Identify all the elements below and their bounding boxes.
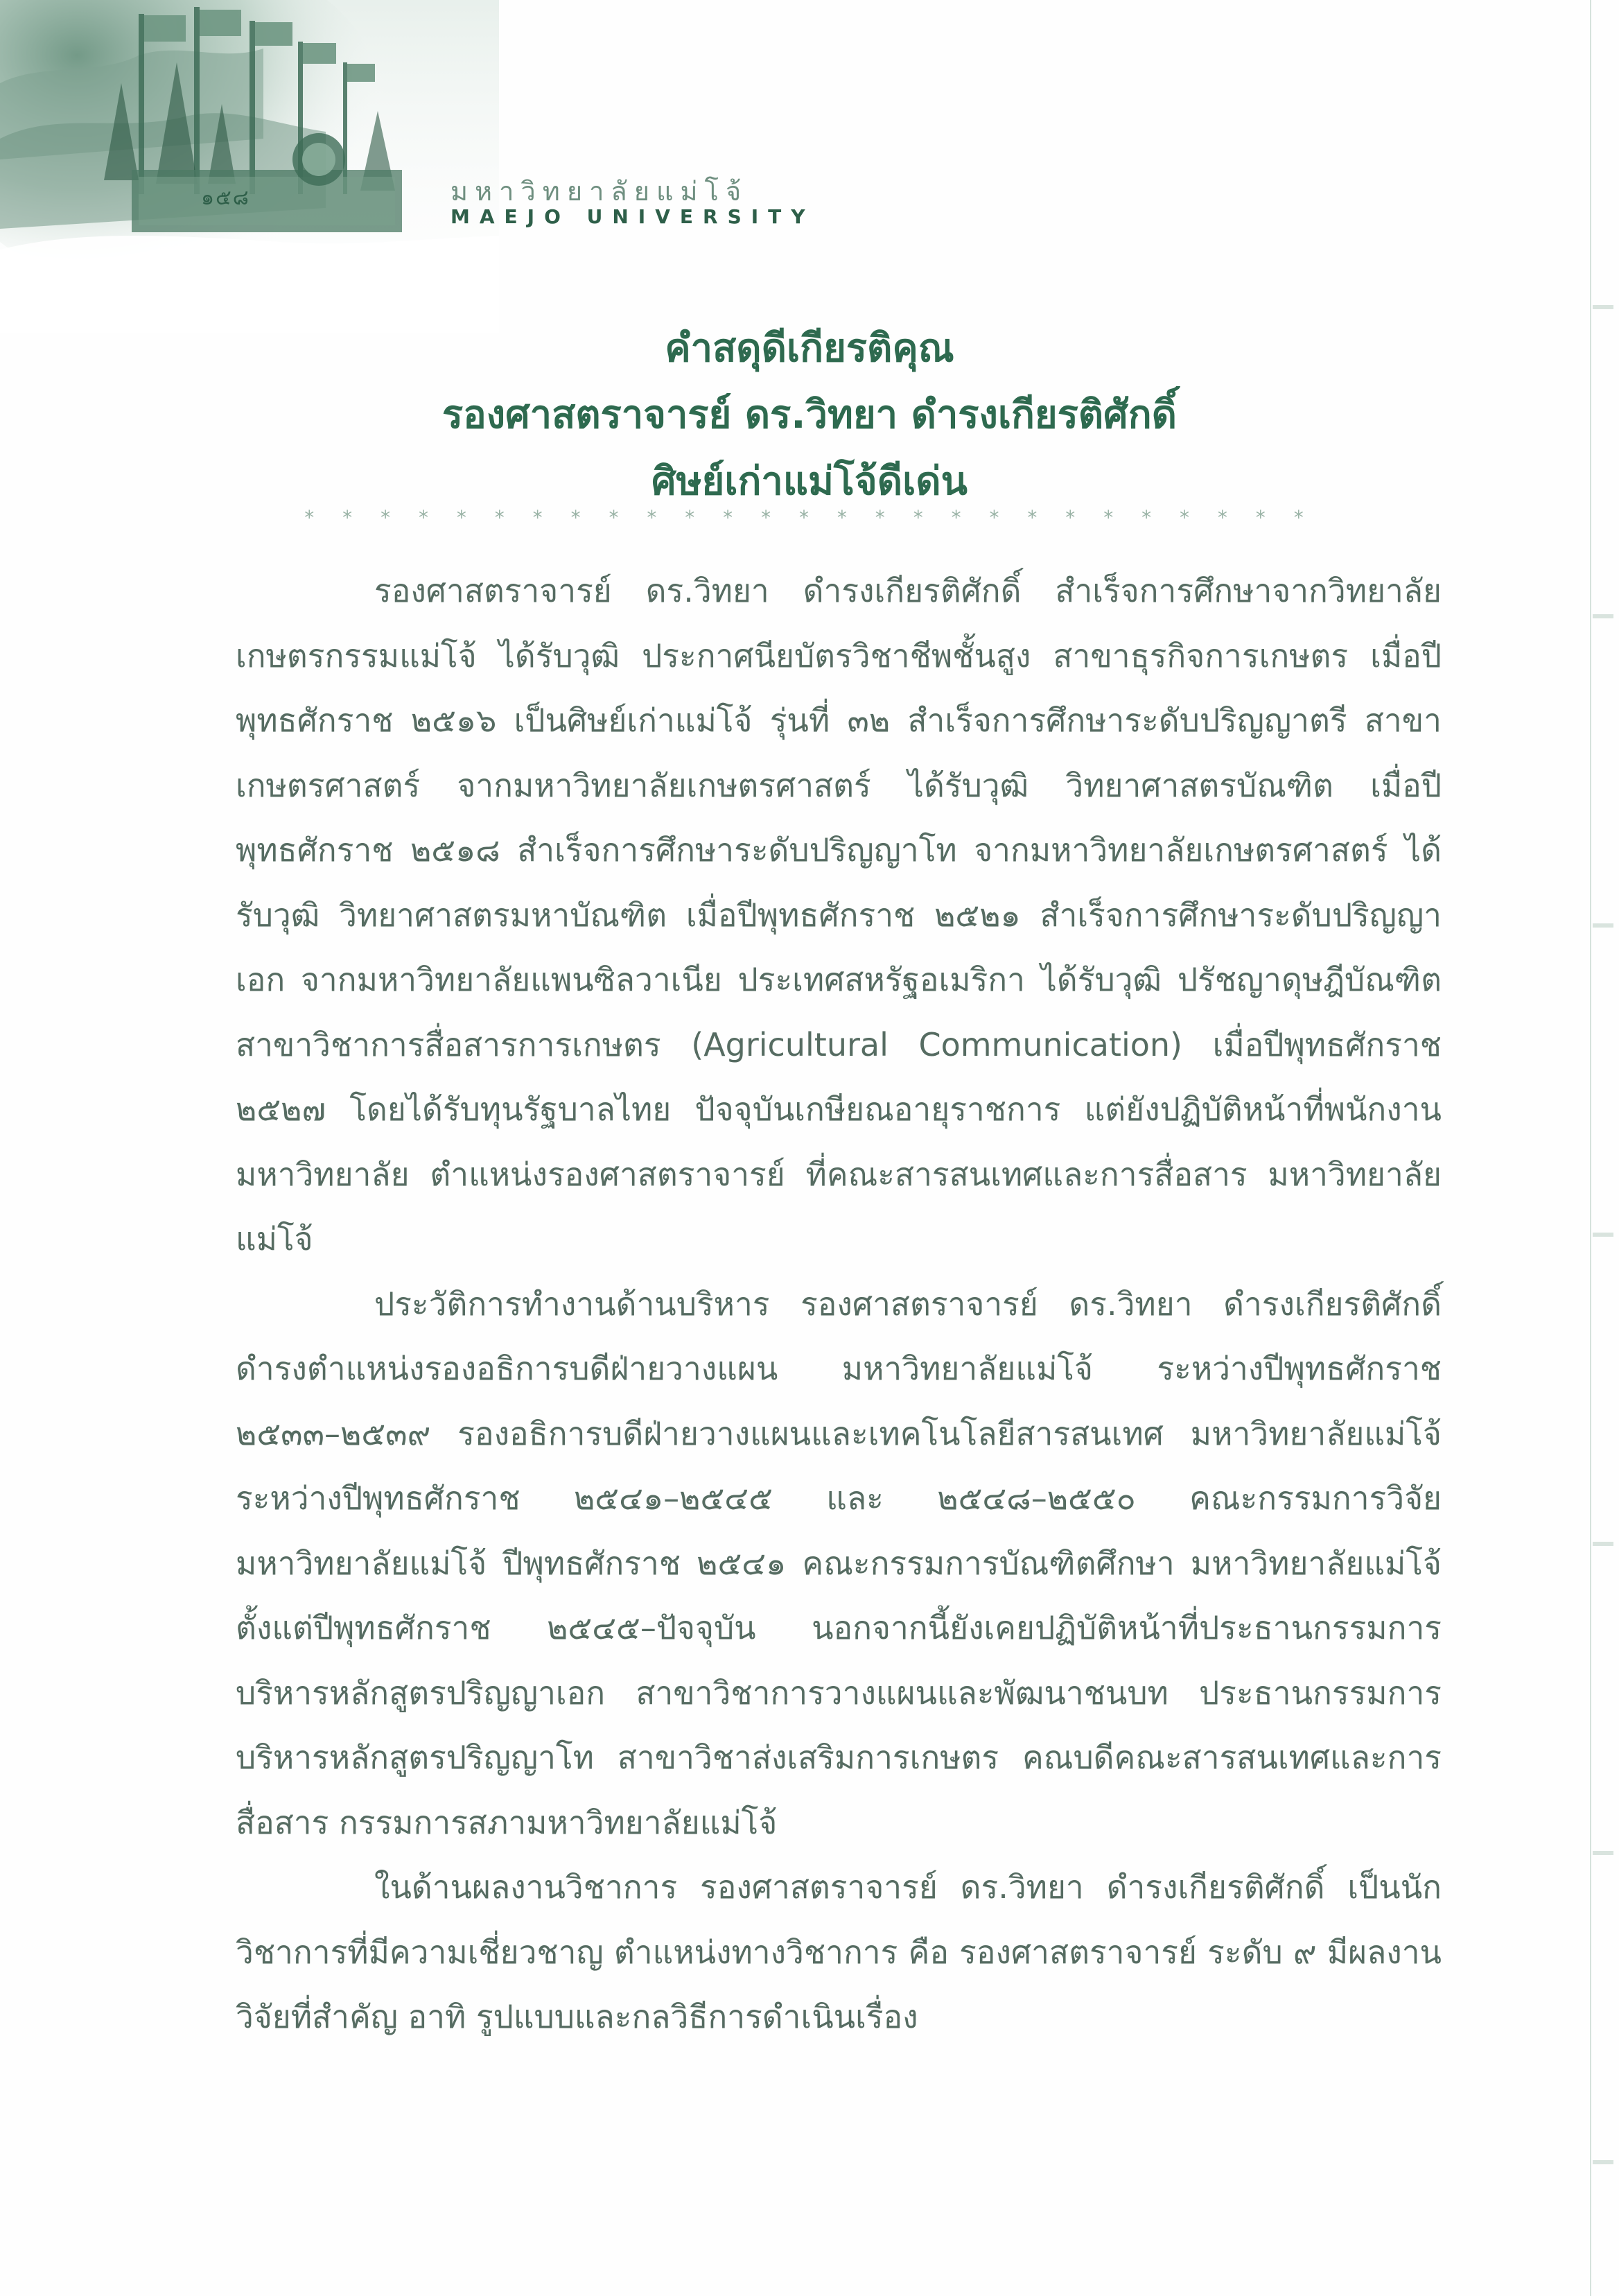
document-title	[0, 315, 1619, 515]
university-name-english: MAEJO UNIVERSITY	[450, 205, 815, 228]
paragraph-administration: ประวัติการทำงานด้านบริหาร รองศาสตราจารย์ ดร.วิทยา ดำรงเกียรติศักดิ์ ดำรงตำแหน่งรองอธิการบดีฝ่ายวางแผน มหาวิทยาลัยแม่โจ้ ระหว่างปีพุทธศักราช ๒๕๓๓–๒๕๓๙ รองอธิการบดีฝ่ายวางแผนและเทคโนโลยีสารสนเทศ มหาวิทยาลัยแม่โจ้ ระหว่างปีพุทธศักราช ๒๕๔๑–๒๕๔๕ และ ๒๕๔๘–๒๕๕๐ คณะกรรมการวิจัย มหาวิทยาลัยแม่โจ้ ปีพุทธศักราช ๒๕๔๑ คณะกรรมการบัณฑิตศึกษา มหาวิทยาลัยแม่โจ้ ตั้งแต่ปีพุทธศักราช ๒๕๔๕–ปัจจุบัน นอกจากนี้ยังเคยปฏิบัติหน้าที่ประธานกรรมการบริหารหลักสูตรปริญญาเอก สาขาวิชาการวางแผนและพัฒนาชนบท ประธานกรรมการบริหารหลักสูตรปริญญาโท สาขาวิชาส่งเสริมการเกษตร คณบดีคณะสารสนเทศและการสื่อสาร กรรมการสภามหาวิทยาลัยแม่โจ้	[236, 1285, 1442, 1841]
title-line-2: รองศาสตราจารย์ ดร.วิทยา ดำรงเกียรติศักดิ์	[442, 392, 1177, 437]
paragraph-academic-work: ในด้านผลงานวิชาการ รองศาสตราจารย์ ดร.วิทยา ดำรงเกียรติศักดิ์ เป็นนักวิชาการที่มีความเชี่ยวชาญ ตำแหน่งทางวิชาการ คือ รองศาสตราจารย์ ระดับ ๙ มีผลงานวิจัยที่สำคัญ อาทิ รูปแบบและกลวิธีการดำเนินเรื่อง	[236, 1868, 1442, 2035]
star-separator: * * * * * * * * * * * * * * * * * * * * * * * * * * *	[304, 506, 1315, 529]
document-body	[236, 559, 1442, 2050]
title-line-1: คำสดุดีเกียรติคุณ	[665, 326, 954, 371]
university-name-thai: มหาวิทยาลัยแม่โจ้	[450, 176, 749, 207]
paragraph-education: รองศาสตราจารย์ ดร.วิทยา ดำรงเกียรติศักดิ์ สำเร็จการศึกษาจากวิทยาลัยเกษตรกรรมแม่โจ้ ได้รับวุฒิ ประกาศนียบัตรวิชาชีพชั้นสูง สาขาธุรกิจการเกษตร เมื่อปีพุทธศักราช ๒๕๑๖ เป็นศิษย์เก่าแม่โจ้ รุ่นที่ ๓๒ สำเร็จการศึกษาระดับปริญญาตรี สาขาเกษตรศาสตร์ จากมหาวิทยาลัยเกษตรศาสตร์ ได้รับวุฒิ วิทยาศาสตรบัณฑิต เมื่อปีพุทธศักราช ๒๕๑๘ สำเร็จการศึกษาระดับปริญญาโท จากมหาวิทยาลัยเกษตรศาสตร์ ได้รับวุฒิ วิทยาศาสตรมหาบัณฑิต เมื่อปีพุทธศักราช ๒๕๒๑ สำเร็จการศึกษาระดับปริญญาเอก จากมหาวิทยาลัยแพนซิลวาเนีย ประเทศสหรัฐอเมริกา ได้รับวุฒิ ปรัชญาดุษฎีบัณฑิต สาขาวิชาการสื่อสารการเกษตร (Agricultural Communication) เมื่อปีพุทธศักราช ๒๕๒๗ โดยได้รับทุนรัฐบาลไทย ปัจจุบันเกษียณอายุราชการ แต่ยังปฏิบัติหน้าที่พนักงานมหาวิทยาลัย ตำแหน่งรองศาสตราจารย์ ที่คณะสารสนเทศและการสื่อสาร มหาวิทยาลัยแม่โจ้	[236, 572, 1442, 1258]
title-line-3: ศิษย์เก่าแม่โจ้ดีเด่น	[651, 459, 968, 504]
university-gate-photo	[0, 0, 499, 333]
page-number: ๑๕๘	[201, 186, 250, 210]
